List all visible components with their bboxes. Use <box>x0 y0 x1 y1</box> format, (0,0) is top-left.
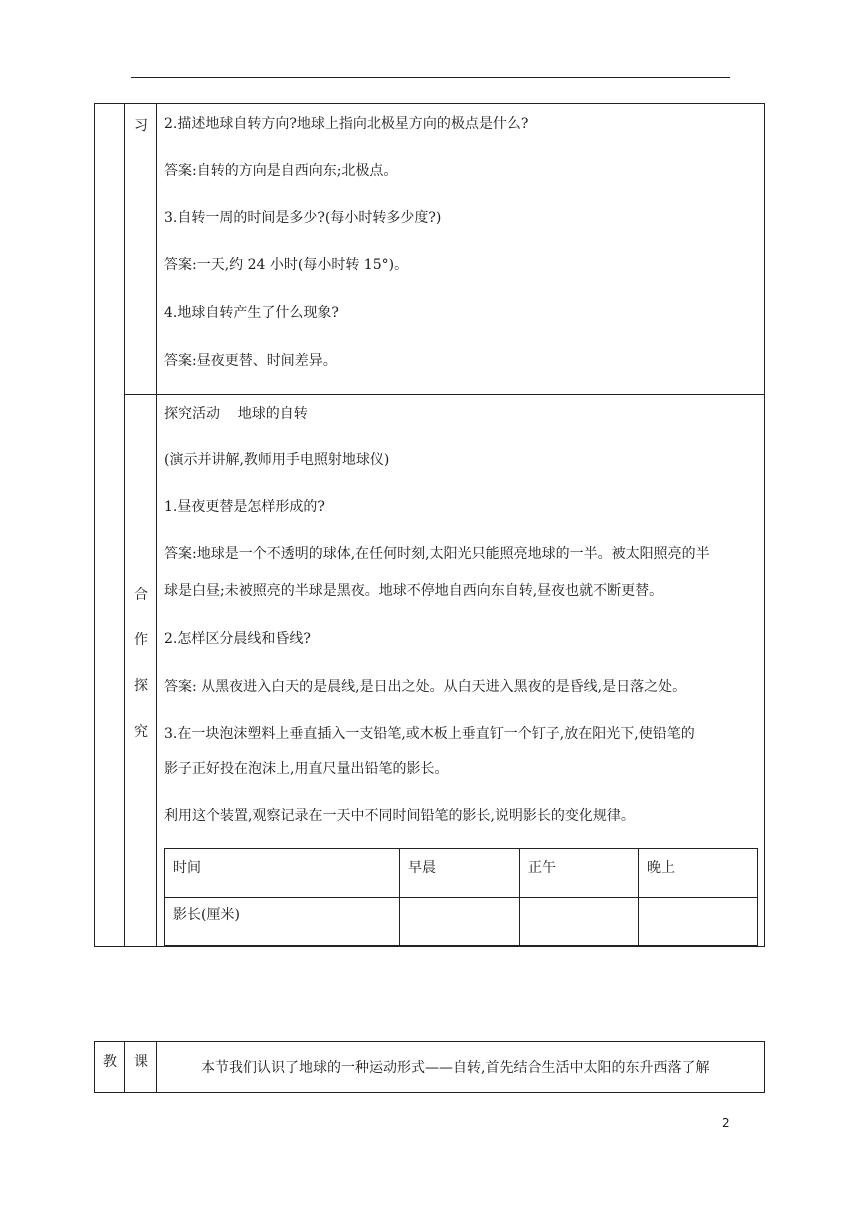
summary-col2-char: 课 <box>134 1054 148 1070</box>
left-col-char-2: 作 <box>134 632 148 648</box>
inner-row-divider <box>165 897 757 898</box>
demo-note: (演示并讲解,教师用手电照射地球仪) <box>164 452 390 468</box>
answer-4: 答案:昼夜更替、时间差异。 <box>164 353 337 369</box>
question-day-night: 1.昼夜更替是怎样形成的? <box>164 499 325 515</box>
left-col-char-3: 探 <box>134 678 148 694</box>
header-rule <box>131 77 730 78</box>
left-col-char-1: 合 <box>134 587 148 603</box>
question-4: 4.地球自转产生了什么现象? <box>164 305 339 321</box>
header-noon: 正午 <box>528 860 556 876</box>
left-col-char-4: 究 <box>134 724 148 740</box>
summary-table <box>94 1041 765 1093</box>
answer-terminator: 答案: 从黑夜进入白天的是晨线,是日出之处。从白天进入黑夜的是昏线,是日落之处。 <box>164 679 687 695</box>
experiment-1: 3.在一块泡沫塑料上垂直插入一支铅笔,或木板上垂直钉一个钉子,放在阳光下,使铅笔的 <box>164 726 695 742</box>
answer-3: 答案:一天,约 24 小时(每小时转 15°)。 <box>164 257 409 273</box>
experiment-2: 影子正好投在泡沫上,用直尺量出铅笔的影长。 <box>164 761 449 777</box>
page-number: 2 <box>722 1116 730 1130</box>
col-divider-2 <box>156 104 157 946</box>
answer-2: 答案:自转的方向是自西向东;北极点。 <box>164 163 398 179</box>
lesson-table <box>94 103 765 947</box>
question-terminator: 2.怎样区分晨线和昏线? <box>164 631 311 647</box>
row-shadow-length: 影长(厘米) <box>173 907 240 923</box>
summary-col1-char: 教 <box>103 1054 117 1070</box>
left-col-char-xi: 习 <box>134 118 148 134</box>
summary-text: 本节我们认识了地球的一种运动形式——自转,首先结合生活中太阳的东升西落了解 <box>201 1060 710 1076</box>
shadow-record-table <box>164 848 758 946</box>
answer-day-night-2: 球是白昼;未被照亮的半球是黑夜。地球不停地自西向东自转,昼夜也就不断更替。 <box>164 583 664 599</box>
header-evening: 晚上 <box>647 860 675 876</box>
summary-col-divider-2 <box>156 1042 157 1092</box>
question-3: 3.自转一周的时间是多少?(每小时转多少度?) <box>164 210 442 226</box>
row-divider <box>124 394 764 395</box>
activity-title: 探究活动 地球的自转 <box>164 406 308 422</box>
summary-col-divider-1 <box>124 1042 125 1092</box>
col-divider-1 <box>124 104 125 946</box>
question-2: 2.描述地球自转方向?地球上指向北极星方向的极点是什么? <box>164 116 529 132</box>
header-time: 时间 <box>173 860 201 876</box>
experiment-3: 利用这个装置,观察记录在一天中不同时间铅笔的影长,说明影长的变化规律。 <box>164 808 635 824</box>
answer-day-night-1: 答案:地球是一个不透明的球体,在任何时刻,太阳光只能照亮地球的一半。被太阳照亮的半 <box>164 546 710 562</box>
header-morning: 早晨 <box>408 860 436 876</box>
